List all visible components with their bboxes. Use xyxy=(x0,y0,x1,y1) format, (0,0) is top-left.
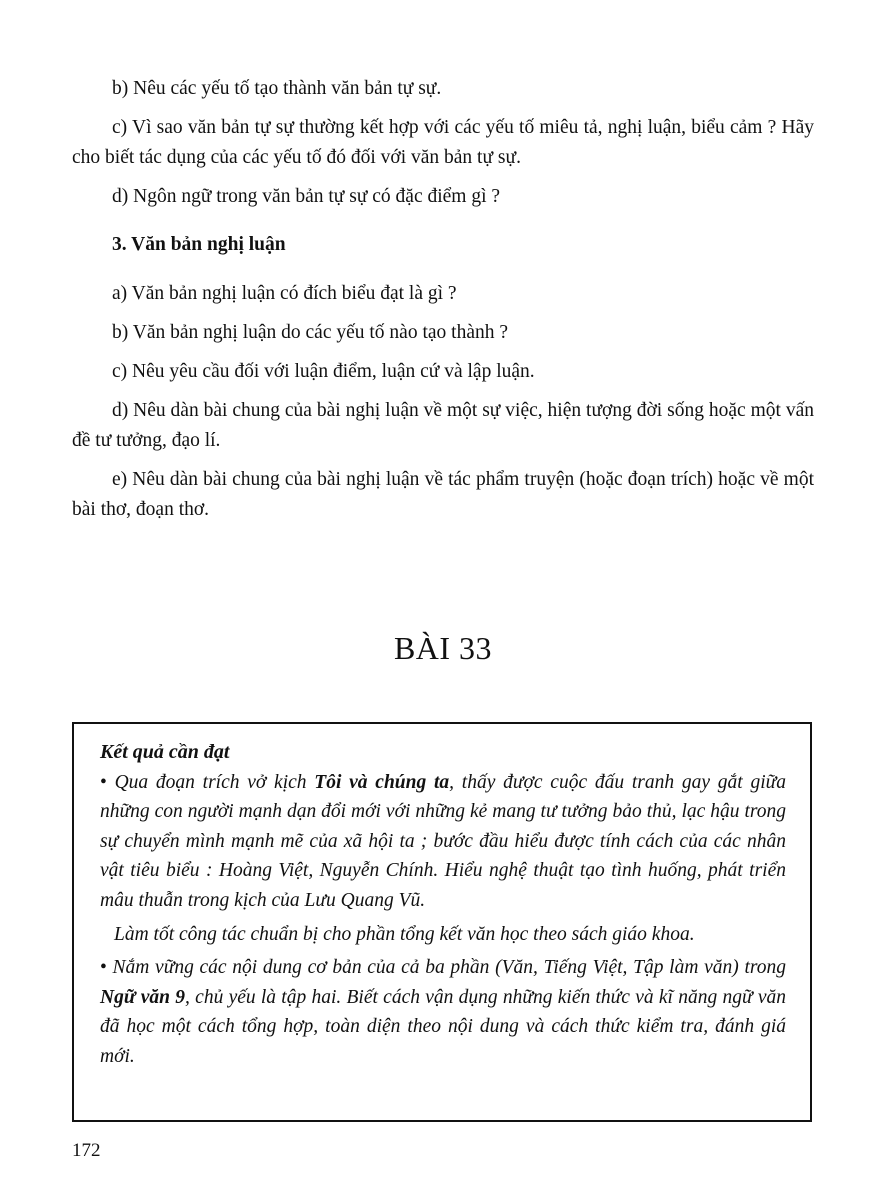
question-b: b) Nêu các yếu tố tạo thành văn bản tự sự. xyxy=(112,78,442,99)
lesson-title: BÀI 33 xyxy=(393,630,493,666)
bullet-icon: • xyxy=(100,957,107,979)
question-d: d) Ngôn ngữ trong văn bản tự sự có đặc điểm gì ? xyxy=(112,186,501,207)
section3-question-a: a) Văn bản nghị luận có đích biểu đạt là gì ? xyxy=(112,283,457,304)
top-question-list xyxy=(72,74,814,212)
section3-question-list xyxy=(72,279,814,525)
section3-question-c: c) Nêu yêu cầu đối với luận điểm, luận cứ và lập luận. xyxy=(112,361,535,382)
page-number: 172 xyxy=(72,1140,101,1161)
results-box-title: Kết quả cần đạt xyxy=(100,741,230,763)
section-heading: 3. Văn bản nghị luận xyxy=(112,234,286,255)
bullet-icon: • xyxy=(100,771,107,793)
section3-question-e: e) Nêu dàn bài chung của bài nghị luận về tác phẩm truyện (hoặc đoạn trích) hoặc về một bài thơ, đoạn thơ. xyxy=(72,469,814,520)
textbook-title: Ngữ văn 9 xyxy=(100,986,186,1008)
results-box xyxy=(72,722,812,1122)
section3-question-b: b) Văn bản nghị luận do các yếu tố nào tạo thành ? xyxy=(112,322,509,343)
play-title: Tôi và chúng ta xyxy=(314,771,450,793)
results-paragraph-3: • Nắm vững các nội dung cơ bản của cả ba phần (Văn, Tiếng Việt, Tập làm văn) trong Ngữ văn 9, chủ yếu là tập hai. Biết cách vận dụng những kiến thức và kĩ năng ngữ văn đã học một cách tổng hợp, toàn diện theo nội dung và cách thức kiểm tra, đánh giá mới. xyxy=(100,957,786,1067)
results-paragraph-2: Làm tốt công tác chuẩn bị cho phần tổng kết văn học theo sách giáo khoa. xyxy=(114,923,695,945)
question-c: c) Vì sao văn bản tự sự thường kết hợp với các yếu tố miêu tả, nghị luận, biểu cảm ? Hãy cho biết tác dụng của các yếu tố đó đối với văn bản tự sự. xyxy=(72,117,814,168)
results-paragraph-1: • Qua đoạn trích vở kịch Tôi và chúng ta, thấy được cuộc đấu tranh gay gắt giữa những con người mạnh dạn đổi mới với những kẻ mang tư tưởng bảo thủ, lạc hậu trong sự chuyển mình mạnh mẽ của xã hội ta ; bước đầu hiểu được tính cách của các nhân vật tiêu biểu : Hoàng Việt, Nguyễn Chính. Hiểu nghệ thuật tạo tình huống, phát triển mâu thuẫn trong kịch của Lưu Quang Vũ. xyxy=(100,771,787,911)
section3-question-d: d) Nêu dàn bài chung của bài nghị luận về một sự việc, hiện tượng đời sống hoặc một vấn đề tư tưởng, đạo lí. xyxy=(72,400,814,451)
